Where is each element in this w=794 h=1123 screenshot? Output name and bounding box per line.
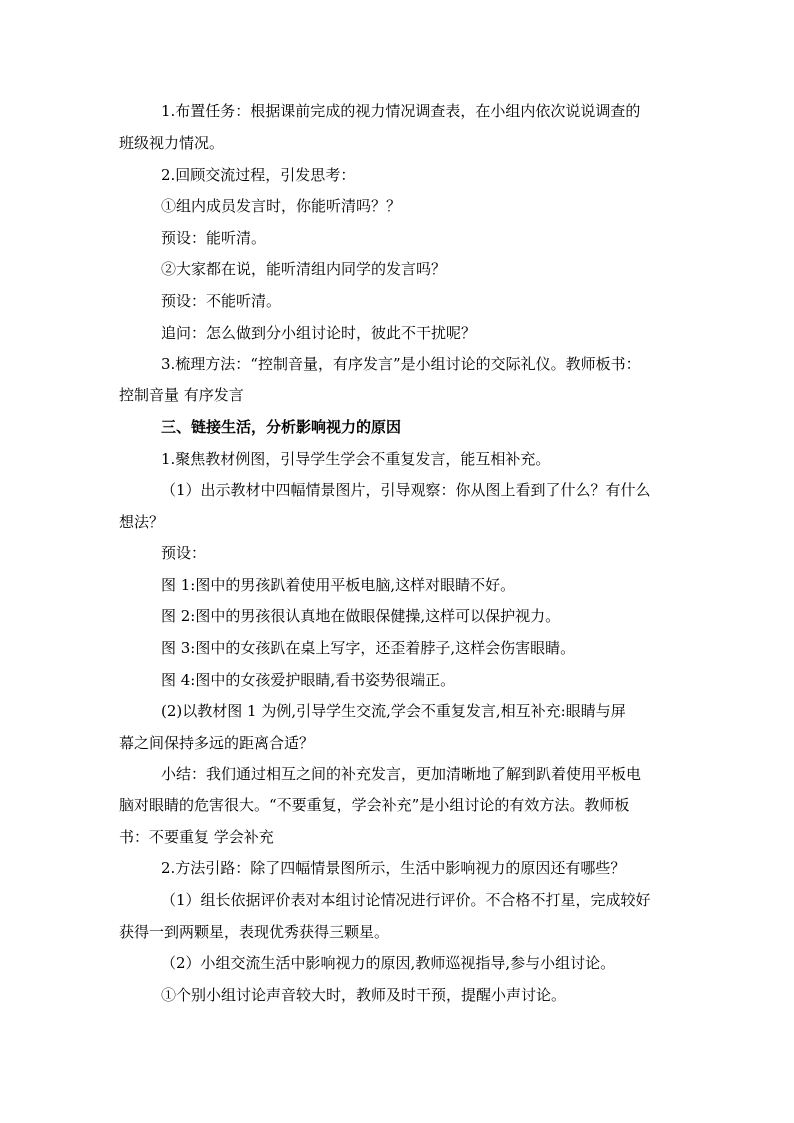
paragraph-line: (2)以教材图 1 为例,引导学生交流,学会不重复发言,相互补充:眼睛与屏 <box>161 702 626 720</box>
paragraph-line: 2.回顾交流过程，引发思考： <box>161 166 356 184</box>
paragraph-line: ②大家都在说，能听清组内同学的发言吗？ <box>161 260 447 278</box>
paragraph-line: 2.方法引路：除了四幅情景图所示，生活中影响视力的原因还有哪些？ <box>161 859 626 877</box>
paragraph-line: （1）出示教材中四幅情景图片，引导观察：你从图上看到了什么？有什么 <box>161 481 651 499</box>
paragraph-line: 想法？ <box>119 513 165 531</box>
paragraph-line: 1.聚焦教材例图，引导学生学会不重复发言，能互相补充。 <box>161 450 551 468</box>
paragraph-line: 幕之间保持多远的距离合适？ <box>119 734 315 752</box>
paragraph-line: 3.梳理方法：“控制音量，有序发言”是小组讨论的交际礼仪。教师板书： <box>161 355 641 373</box>
paragraph-line: （1）组长依据评价表对本组讨论情况进行评价。不合格不打星，完成较好 <box>161 891 651 909</box>
paragraph-line: 控制音量 有序发言 <box>119 386 244 404</box>
paragraph-line: 获得一到两颗星，表现优秀获得三颗星。 <box>119 923 390 941</box>
paragraph-line: 预设： <box>161 544 207 562</box>
paragraph-line: ①个别小组讨论声音较大时，教师及时干预，提醒小声讨论。 <box>161 986 567 1004</box>
paragraph-line: 脑对眼睛的危害很大。“不要重复，学会补充”是小组讨论的有效方法。教师板 <box>119 796 630 814</box>
paragraph-line: 图 3:图中的女孩趴在桌上写字，还歪着脖子,这样会伤害眼睛。 <box>161 639 576 657</box>
paragraph-line: 班级视力情况。 <box>119 134 225 152</box>
paragraph-line: 图 4:图中的女孩爱护眼睛,看书姿势很端正。 <box>161 671 456 689</box>
paragraph-line: 图 2:图中的男孩很认真地在做眼保健操,这样可以保护视力。 <box>161 607 561 625</box>
paragraph-line: 1.布置任务：根据课前完成的视力情况调查表，在小组内依次说说调查的 <box>161 102 641 120</box>
paragraph-line: 预设：能听清。 <box>161 229 267 247</box>
paragraph-line: ①组内成员发言时，你能听清吗？？ <box>161 197 402 215</box>
section-heading: 三、链接生活，分析影响视力的原因 <box>161 418 402 436</box>
paragraph-line: 追问：怎么做到分小组讨论时，彼此不干扰呢？ <box>161 324 477 342</box>
paragraph-line: 小结：我们通过相互之间的补充发言，更加清晰地了解到趴着使用平板电 <box>161 765 642 783</box>
paragraph-line: （2）小组交流生活中影响视力的原因,教师巡视指导,参与小组讨论。 <box>161 954 616 972</box>
paragraph-line: 书：不要重复 学会补充 <box>119 828 274 846</box>
paragraph-line: 预设：不能听清。 <box>161 292 282 310</box>
paragraph-line: 图 1:图中的男孩趴着使用平板电脑,这样对眼睛不好。 <box>161 576 516 594</box>
